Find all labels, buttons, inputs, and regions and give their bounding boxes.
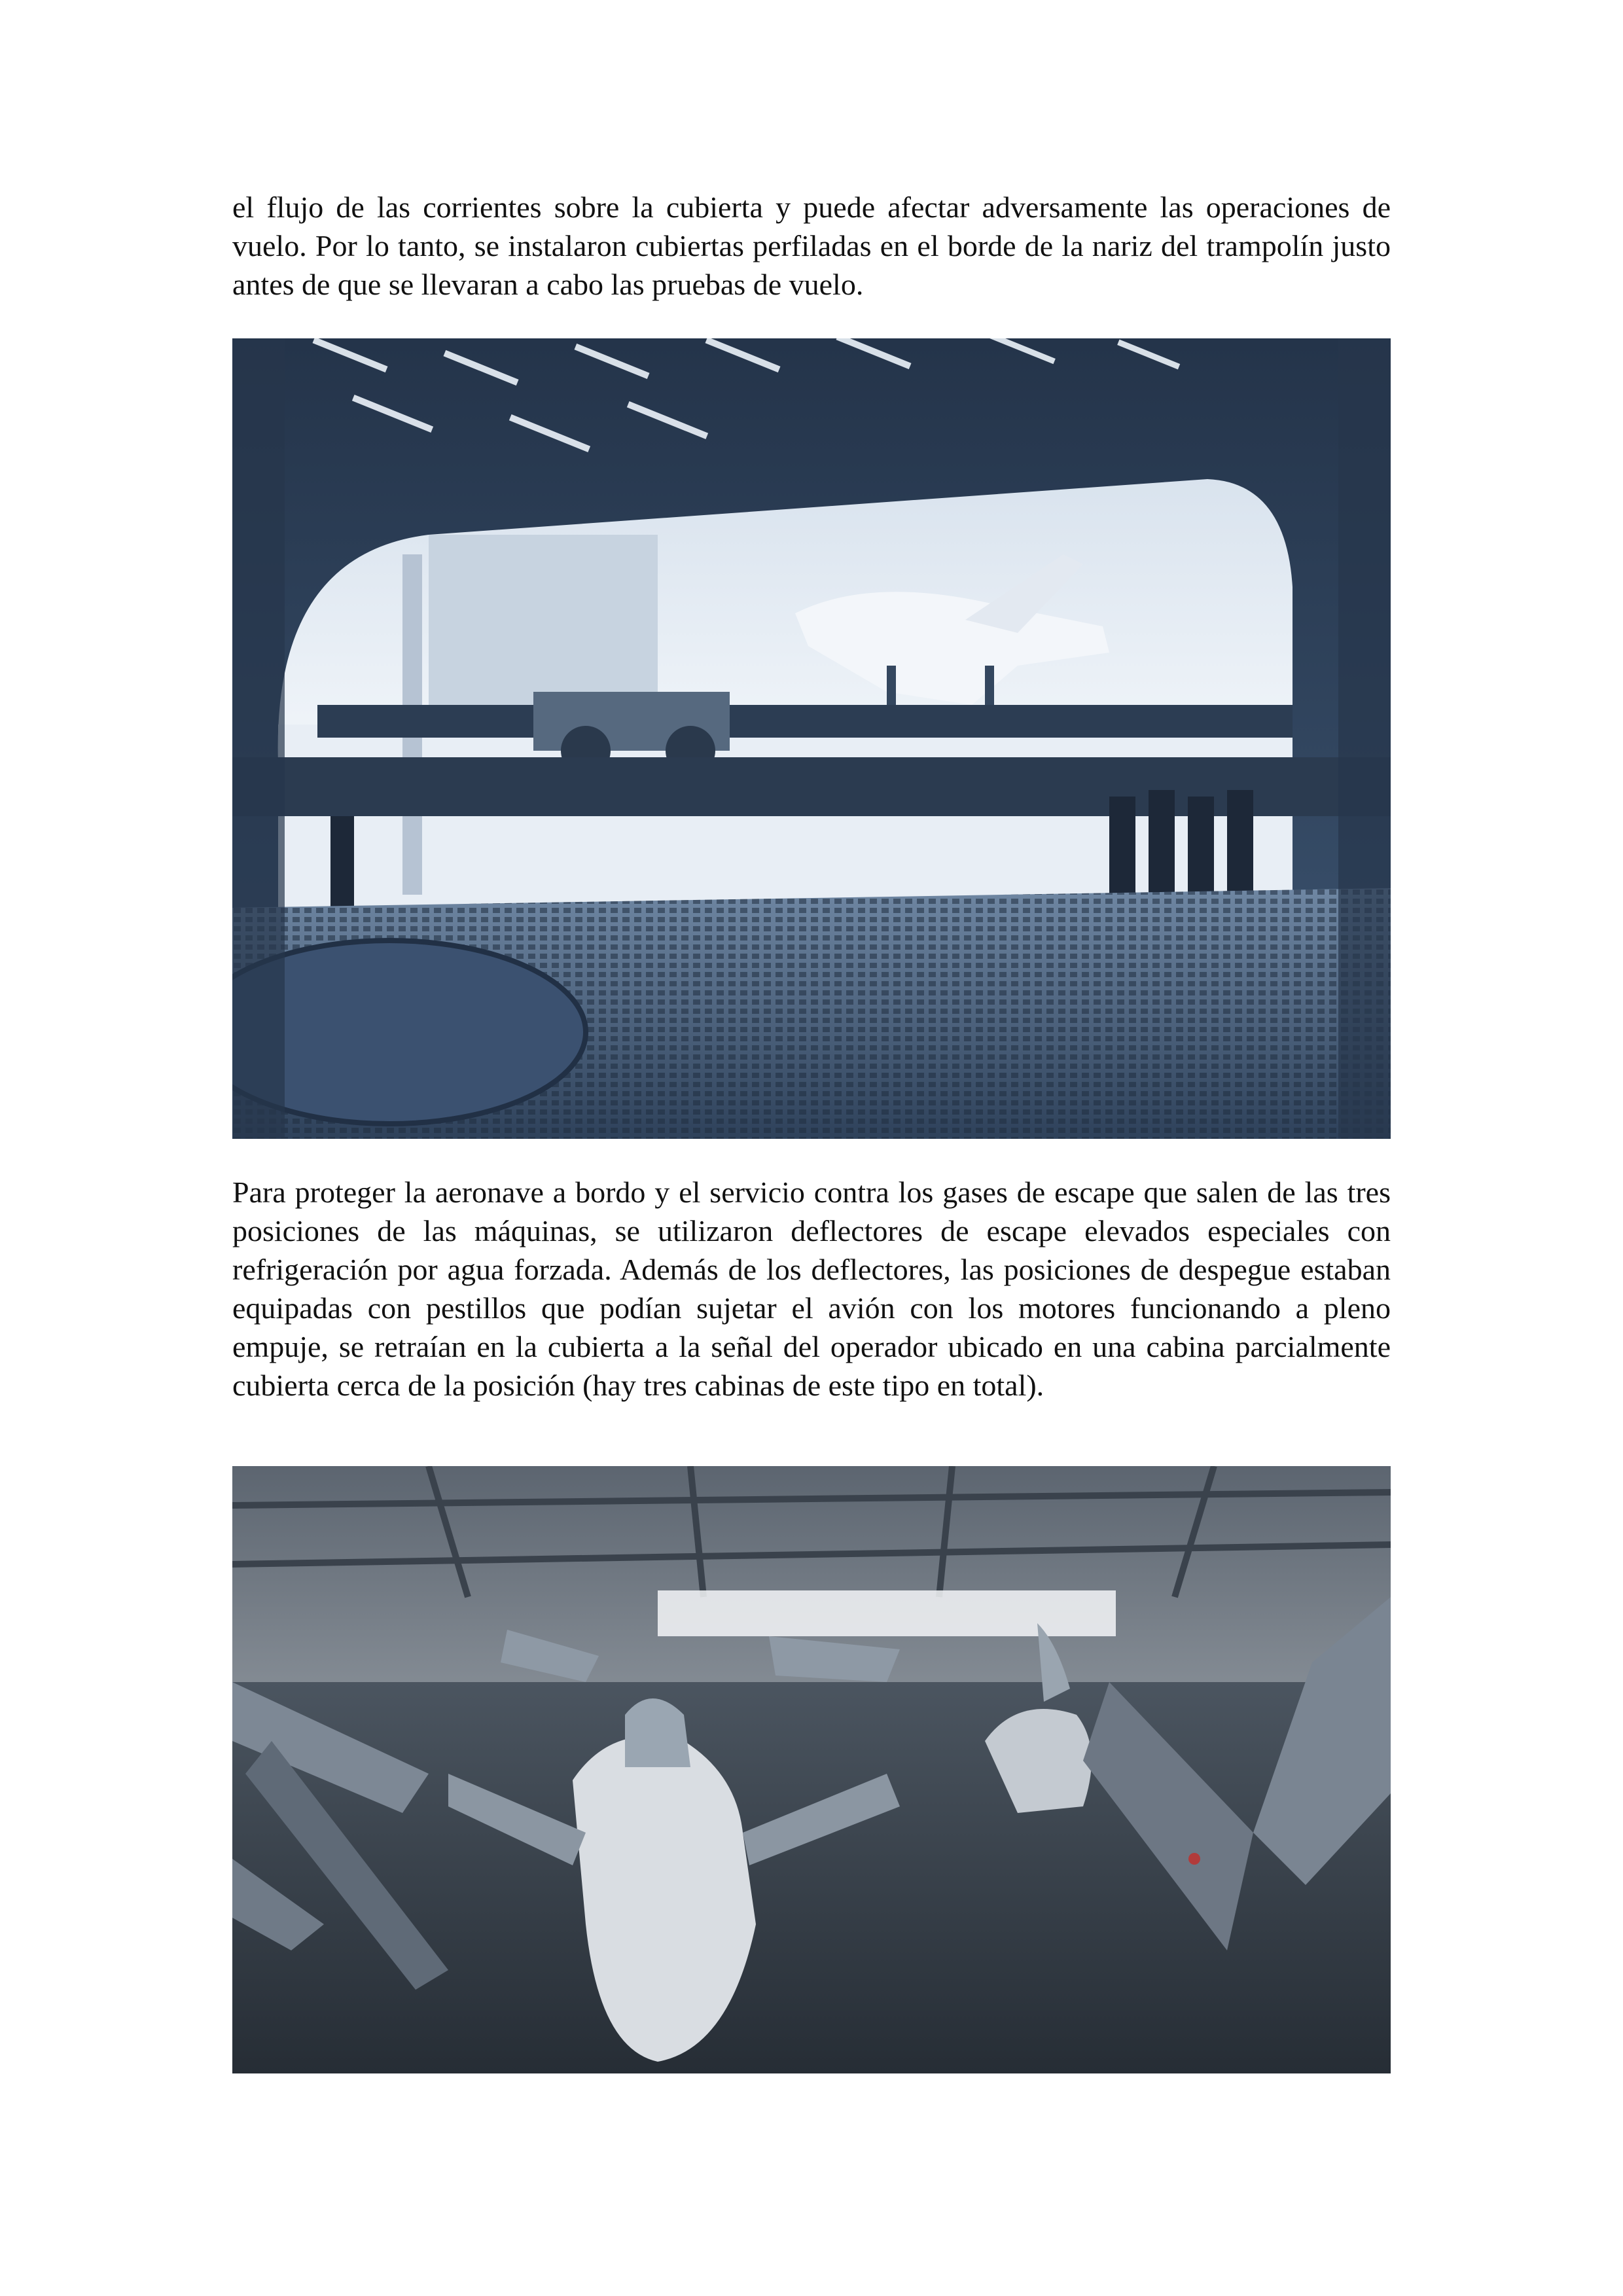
hangar-elevator-photo [232, 338, 1391, 1139]
hangar-elevator-illustration [232, 338, 1391, 1139]
hangar-aircraft-illustration [232, 1466, 1391, 2073]
paragraph-2: Para proteger la aeronave a bordo y el servicio contra los gases de escape que salen de las tres posiciones de las máquinas, se utilizaron deflectores de escape elevados especiales con refrigeración por agua forzada. Además de los deflectores, las posiciones de despegue estaban equipadas con pestillos que podían sujetar el avión con los motores funcionando a pleno empuje, se retraían en la cubierta a la señal del operador ubicado en una cabina parcialmente cubierta cerca de la posición (hay tres cabinas de este tipo en total). [232, 1175, 1391, 1402]
hangar-aircraft-photo [232, 1466, 1391, 2073]
paragraph-1: el flujo de las corrientes sobre la cubierta y puede afectar adversamente las operaciones de vuelo. Por lo tanto, se instalaron cubiertas perfiladas en el borde de la nariz del trampolín justo antes de que se llevaran a cabo las pruebas de vuelo. [232, 190, 1391, 301]
